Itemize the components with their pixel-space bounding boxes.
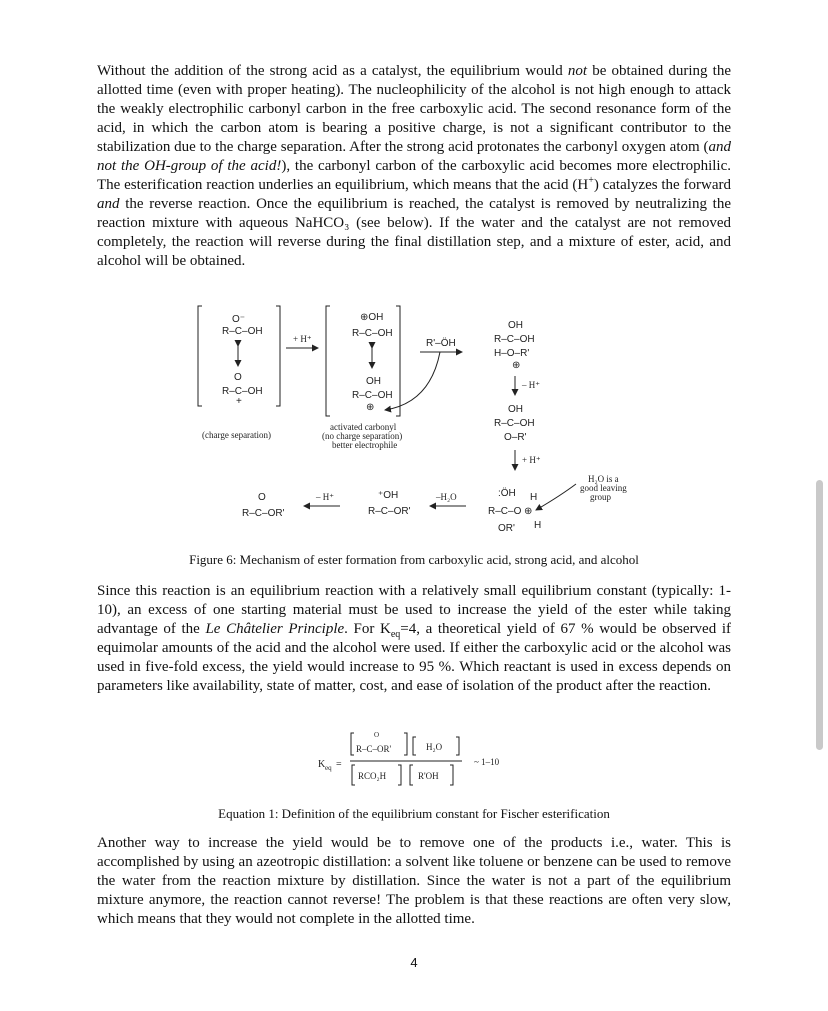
text-run: eq <box>390 629 401 640</box>
bracket-den1-right <box>398 765 401 785</box>
attack-curved-arrow <box>385 352 440 410</box>
ti1-oplus: ⊕ <box>512 360 521 371</box>
text-run: =4, a theoretical yield of 67 % would be observed if equimolar amounts of the acid and the alcohol were used. If either the carboxylic acid or the alcohol was used in five-fold excess, the yield would increase to 95 %. Which reactant is used in excess depends on parameters like availability, state of matter, cost, and ease of isolation of the product after the reaction. <box>97 621 731 694</box>
alcohol-label: R'–ÖH <box>426 338 456 349</box>
ester-o: O <box>258 492 266 503</box>
text-run: Another way to increase the yield would be to remove one of the products i.e., water. This is accomplished by using an azeotropic distillation: a solvent like toluene or benzene can be used to remove the water from the reaction mixture by distillation. Since the water is not a part of the equilibrium mixture anymore, the reaction cannot reverse! The problem is that these reactions are often very slow, which means that they would not complete in the allotted time. <box>97 835 731 927</box>
activated-top-label: R–C–OH <box>352 328 393 339</box>
text-run: ), the carbonyl carbon of the carboxylic acid becomes more electrophilic. The esterification reaction underlies an equilibrium, which means that the acid (H <box>97 158 731 193</box>
minus-h-label-2: – H⁺ <box>316 492 334 502</box>
paragraph-azeotropic <box>97 834 731 929</box>
ti3-h1: H <box>530 492 538 503</box>
leaving-group-arrow <box>536 484 576 510</box>
ti2-oh: OH <box>508 404 523 415</box>
text-run: ) catalyzes the forward <box>593 177 731 193</box>
equals-sign: = <box>336 759 342 770</box>
page-number: 4 <box>410 955 418 970</box>
text-run: be obtained during the allotted time (even with proper heating). The nucleophilicity of the alcohol is not high enough to attack the weakly electrophilic carbonyl carbon in the free carboxylic acid. The second resonance form of the acid, in which the carbon atom is bearing a positive charge, is not a significant contributor to the stabilization due to the charge separation. After the strong acid protonates the carbonyl oxygen atom ( <box>97 63 731 155</box>
numerator-ester: R–C–OR' <box>356 744 392 754</box>
bracket-num2-right <box>456 737 459 755</box>
plus-h-label: + H⁺ <box>293 334 312 344</box>
k-label: K <box>318 759 326 770</box>
ti1-alkoxy: H–O–R' <box>494 348 530 359</box>
text-run: Without the addition of the strong acid as a catalyst, the equilibrium would <box>97 63 568 79</box>
text-run: not <box>567 63 588 79</box>
text-run: the reverse reaction. Once the equilibrium is reached, the catalyst is removed by neutralizing the reaction mixture with aqueous NaHCO₃ (see below). If the water and the catalyst are not removed completely, the reaction will reverse during the final distillation step, and a mixture of ester, acid, and alcohol will be obtained. <box>97 196 731 269</box>
acid-bottom-label: R–C–OH <box>222 386 263 397</box>
bracket-num2-left <box>413 737 416 755</box>
ti2-acid: R–C–OH <box>494 418 535 429</box>
carbonyl-o-minus: O⁻ <box>232 314 246 325</box>
text-run: and <box>97 196 120 212</box>
scrollbar-thumb[interactable] <box>816 480 823 750</box>
text-run: + <box>588 175 594 186</box>
ti3-oplus: ⊕ <box>524 506 533 517</box>
activated-bottom-label: R–C–OH <box>352 390 393 401</box>
ester-product: R–C–OR' <box>242 508 285 519</box>
figure-caption: Figure 6: Mechanism of ester formation from carboxylic acid, strong acid, and alcohol <box>189 552 639 567</box>
acid-top-label: R–C–OH <box>222 326 263 337</box>
plus-charge: + <box>236 396 242 407</box>
ti3-h2: H <box>534 520 542 531</box>
text-run: Since this reaction is an equilibrium reaction with a relatively small equilibrium constant (typically: 1-10), an excess of one starting material must be used to increase the yield of the ester while taking advantage of the <box>97 583 731 637</box>
bracket-den2-right <box>450 765 453 785</box>
leaving-note-2: good leaving <box>580 483 627 493</box>
equilibrium-equation <box>300 727 540 791</box>
k-subscript: eq <box>325 764 332 772</box>
activated-note-3: better electrophile <box>332 440 398 450</box>
equation-caption: Equation 1: Definition of the equilibrium constant for Fischer esterification <box>218 806 610 821</box>
oplus-label: ⊕ <box>366 402 375 413</box>
numerator-water: H₂O <box>426 742 443 752</box>
mechanism-figure <box>180 298 660 543</box>
activated-note-2: (no charge separation) <box>322 431 403 441</box>
bracket-num1-left <box>351 733 354 755</box>
bracket-left-2 <box>326 306 330 416</box>
text-run: . For K <box>344 621 391 637</box>
ester-o-label: O <box>374 731 380 739</box>
leaving-note-3: group <box>590 492 611 502</box>
bracket-right-1 <box>276 306 280 406</box>
denominator-alcohol: R'OH <box>418 771 439 781</box>
minus-h-label: – H⁺ <box>522 380 540 390</box>
bracket-num1-right <box>404 733 407 755</box>
k-range: ~ 1–10 <box>474 757 500 767</box>
ti1-oh: OH <box>508 320 523 331</box>
paragraph-catalyst <box>97 62 731 271</box>
paragraph-equilibrium <box>97 582 731 696</box>
carbonyl-o: O <box>234 372 242 383</box>
charge-separation-note: (charge separation) <box>202 430 272 440</box>
minus-h2o-label: –H₂O <box>436 492 457 502</box>
bracket-left-1 <box>198 306 202 406</box>
bracket-den1-left <box>352 765 355 785</box>
denominator-acid: RCO₂H <box>358 771 387 781</box>
leaving-note-1: H₂O is a <box>588 474 619 484</box>
bracket-right-2 <box>396 306 400 416</box>
protonated-oh: ⊕OH <box>360 312 384 323</box>
ti3-oh: :ÖH <box>498 488 516 499</box>
protonated-ester: R–C–OR' <box>368 506 411 517</box>
text-run: and not the OH-group of the acid! <box>97 139 731 174</box>
protonated-ester-oh: ⁺OH <box>378 490 399 501</box>
oh-label: OH <box>366 376 381 387</box>
ti3-or: OR' <box>498 523 515 534</box>
ti1-acid: R–C–OH <box>494 334 535 345</box>
ti3-center: R–C–O <box>488 506 522 517</box>
bracket-den2-left <box>410 765 413 785</box>
text-run: Le Châtelier Principle <box>205 621 345 637</box>
ti2-alkoxy: O–R' <box>504 432 527 443</box>
plus-h-label-2: + H⁺ <box>522 455 541 465</box>
activated-note-1: activated carbonyl <box>330 422 397 432</box>
